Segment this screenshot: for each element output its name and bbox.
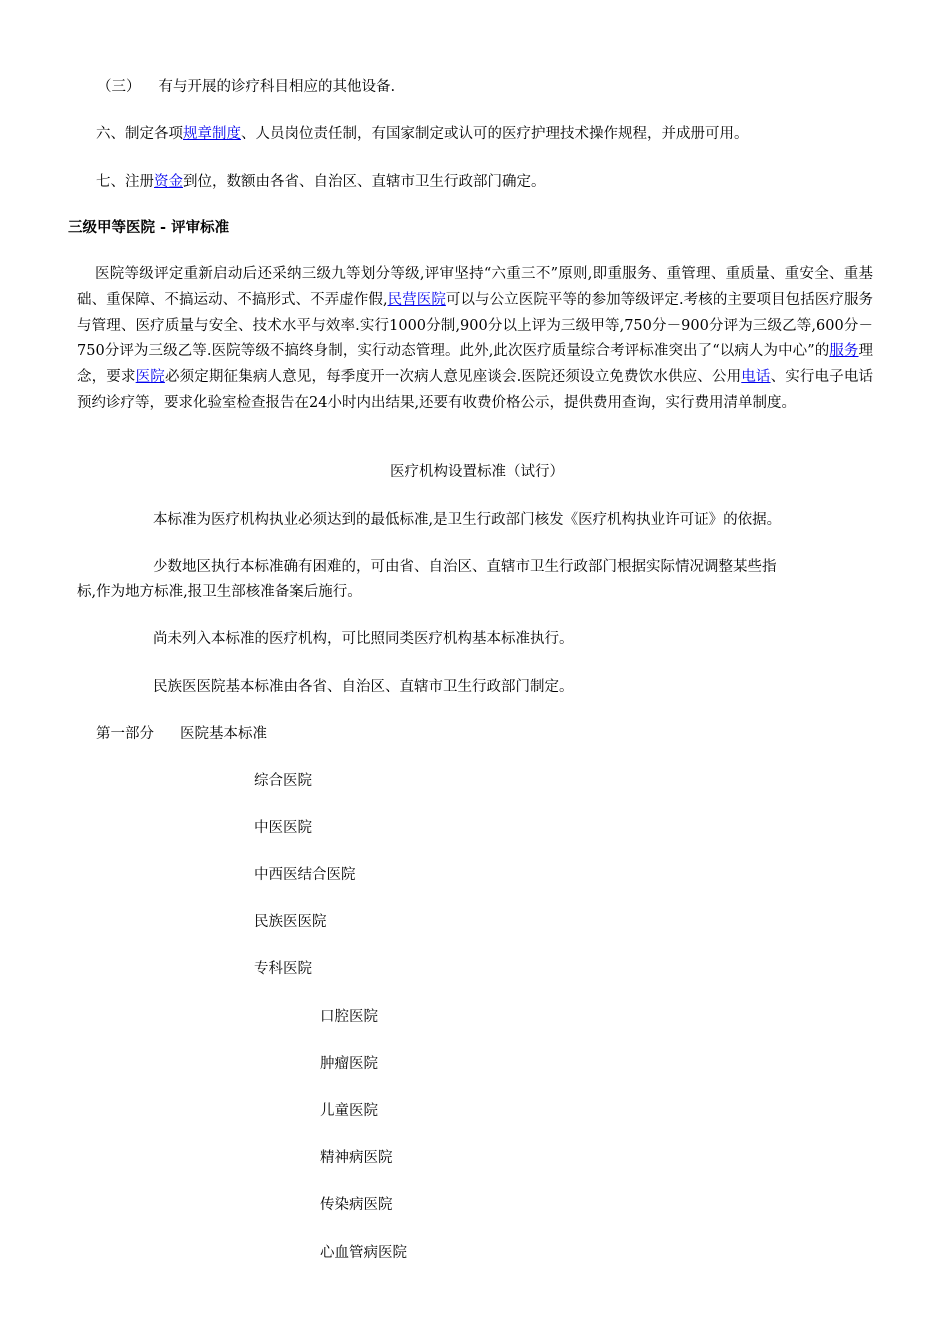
specialty-item: 传染病医院 [320, 1197, 393, 1213]
item-7-text-post: 到位，数额由各省、自治区、直辖市卫生行政部门确定。 [183, 174, 546, 190]
standard-title: 医疗机构设置标准（试行） [390, 464, 564, 480]
grading-text-2: 可以与公立医院平等的参加等级评定.考核的主要项目包括医疗服务与管理、医疗质量与安全、技术水平与效率.实行1000分制,900分以上评为三级甲等,750分－900分评为三级乙等,600分－750分评为三级乙等.医院等级不搞终身制，实行动态管理。此外,此次医疗质量综合考评标准突出了“以病人为中心”的 [77, 291, 874, 360]
specialty-item: 儿童医院 [320, 1103, 378, 1119]
item-6-text-pre: 六、制定各项 [96, 126, 183, 142]
section-heading: 三级甲等医院 - 评审标准 [68, 220, 230, 236]
funds-link[interactable]: 资金 [154, 174, 183, 190]
specialty-item: 精神病医院 [320, 1150, 393, 1166]
category-item: 中医医院 [254, 820, 312, 836]
grading-text-3: 理念，要求 [77, 343, 874, 386]
category-item: 专科医院 [254, 961, 312, 977]
telephone-link[interactable]: 电话 [741, 369, 771, 386]
hospital-link[interactable]: 医院 [135, 369, 165, 386]
standard-para-4: 民族医医院基本标准由各省、自治区、直辖市卫生行政部门制定。 [153, 679, 574, 695]
standard-para-1: 本标准为医疗机构执业必须达到的最低标准,是卫生行政部门核发《医疗机构执业许可证》的依据。 [153, 512, 782, 528]
category-item: 综合医院 [254, 773, 312, 789]
category-item: 民族医医院 [254, 914, 327, 930]
part-heading [96, 727, 267, 742]
specialty-item: 心血管病医院 [320, 1245, 407, 1261]
part-label: 第一部分 [96, 726, 154, 742]
standard-para-3: 尚未列入本标准的医疗机构，可比照同类医疗机构基本标准执行。 [153, 631, 574, 647]
specialty-item: 口腔医院 [320, 1009, 378, 1025]
private-hospital-link[interactable]: 民营医院 [387, 291, 446, 308]
part-title: 医院基本标准 [180, 726, 267, 742]
service-link[interactable]: 服务 [829, 343, 859, 360]
item-3-text: 有与开展的诊疗科目相应的其他设备. [158, 79, 396, 95]
item-3-prefix: （三） [97, 79, 141, 95]
grading-paragraph [77, 262, 873, 417]
item-6 [96, 127, 749, 142]
grading-text-5: 、实行电子电话预约诊疗等，要求化验室检查报告在24小时内出结果,还要有收费价格公示，提供费用查询，实行费用清单制度。 [77, 369, 874, 411]
item-7 [96, 175, 546, 190]
item-6-text-post: 、人员岗位责任制，有国家制定或认可的医疗护理技术操作规程，并成册可用。 [241, 126, 749, 142]
specialty-item: 肿瘤医院 [320, 1056, 378, 1072]
grading-text-1: 医院等级评定重新启动后还采纳三级九等划分等级,评审坚持“六重三不”原则,即重服务、重管理、重质量、重安全、重基础、重保障、不搞运动、不搞形式、不弄虚作假, [77, 266, 873, 308]
regulations-link[interactable]: 规章制度 [183, 126, 241, 142]
item-3 [97, 80, 395, 95]
category-item: 中西医结合医院 [254, 867, 356, 883]
standard-para-2-line-2: 标,作为地方标准,报卫生部核准备案后施行。 [77, 584, 362, 600]
standard-para-2-line-1: 少数地区执行本标准确有困难的，可由省、自治区、直辖市卫生行政部门根据实际情况调整某些指 [153, 559, 777, 575]
item-7-text-pre: 七、注册 [96, 174, 154, 190]
grading-text-4: 必须定期征集病人意见，每季度开一次病人意见座谈会.医院还须设立免费饮水供应、公用 [164, 369, 742, 386]
